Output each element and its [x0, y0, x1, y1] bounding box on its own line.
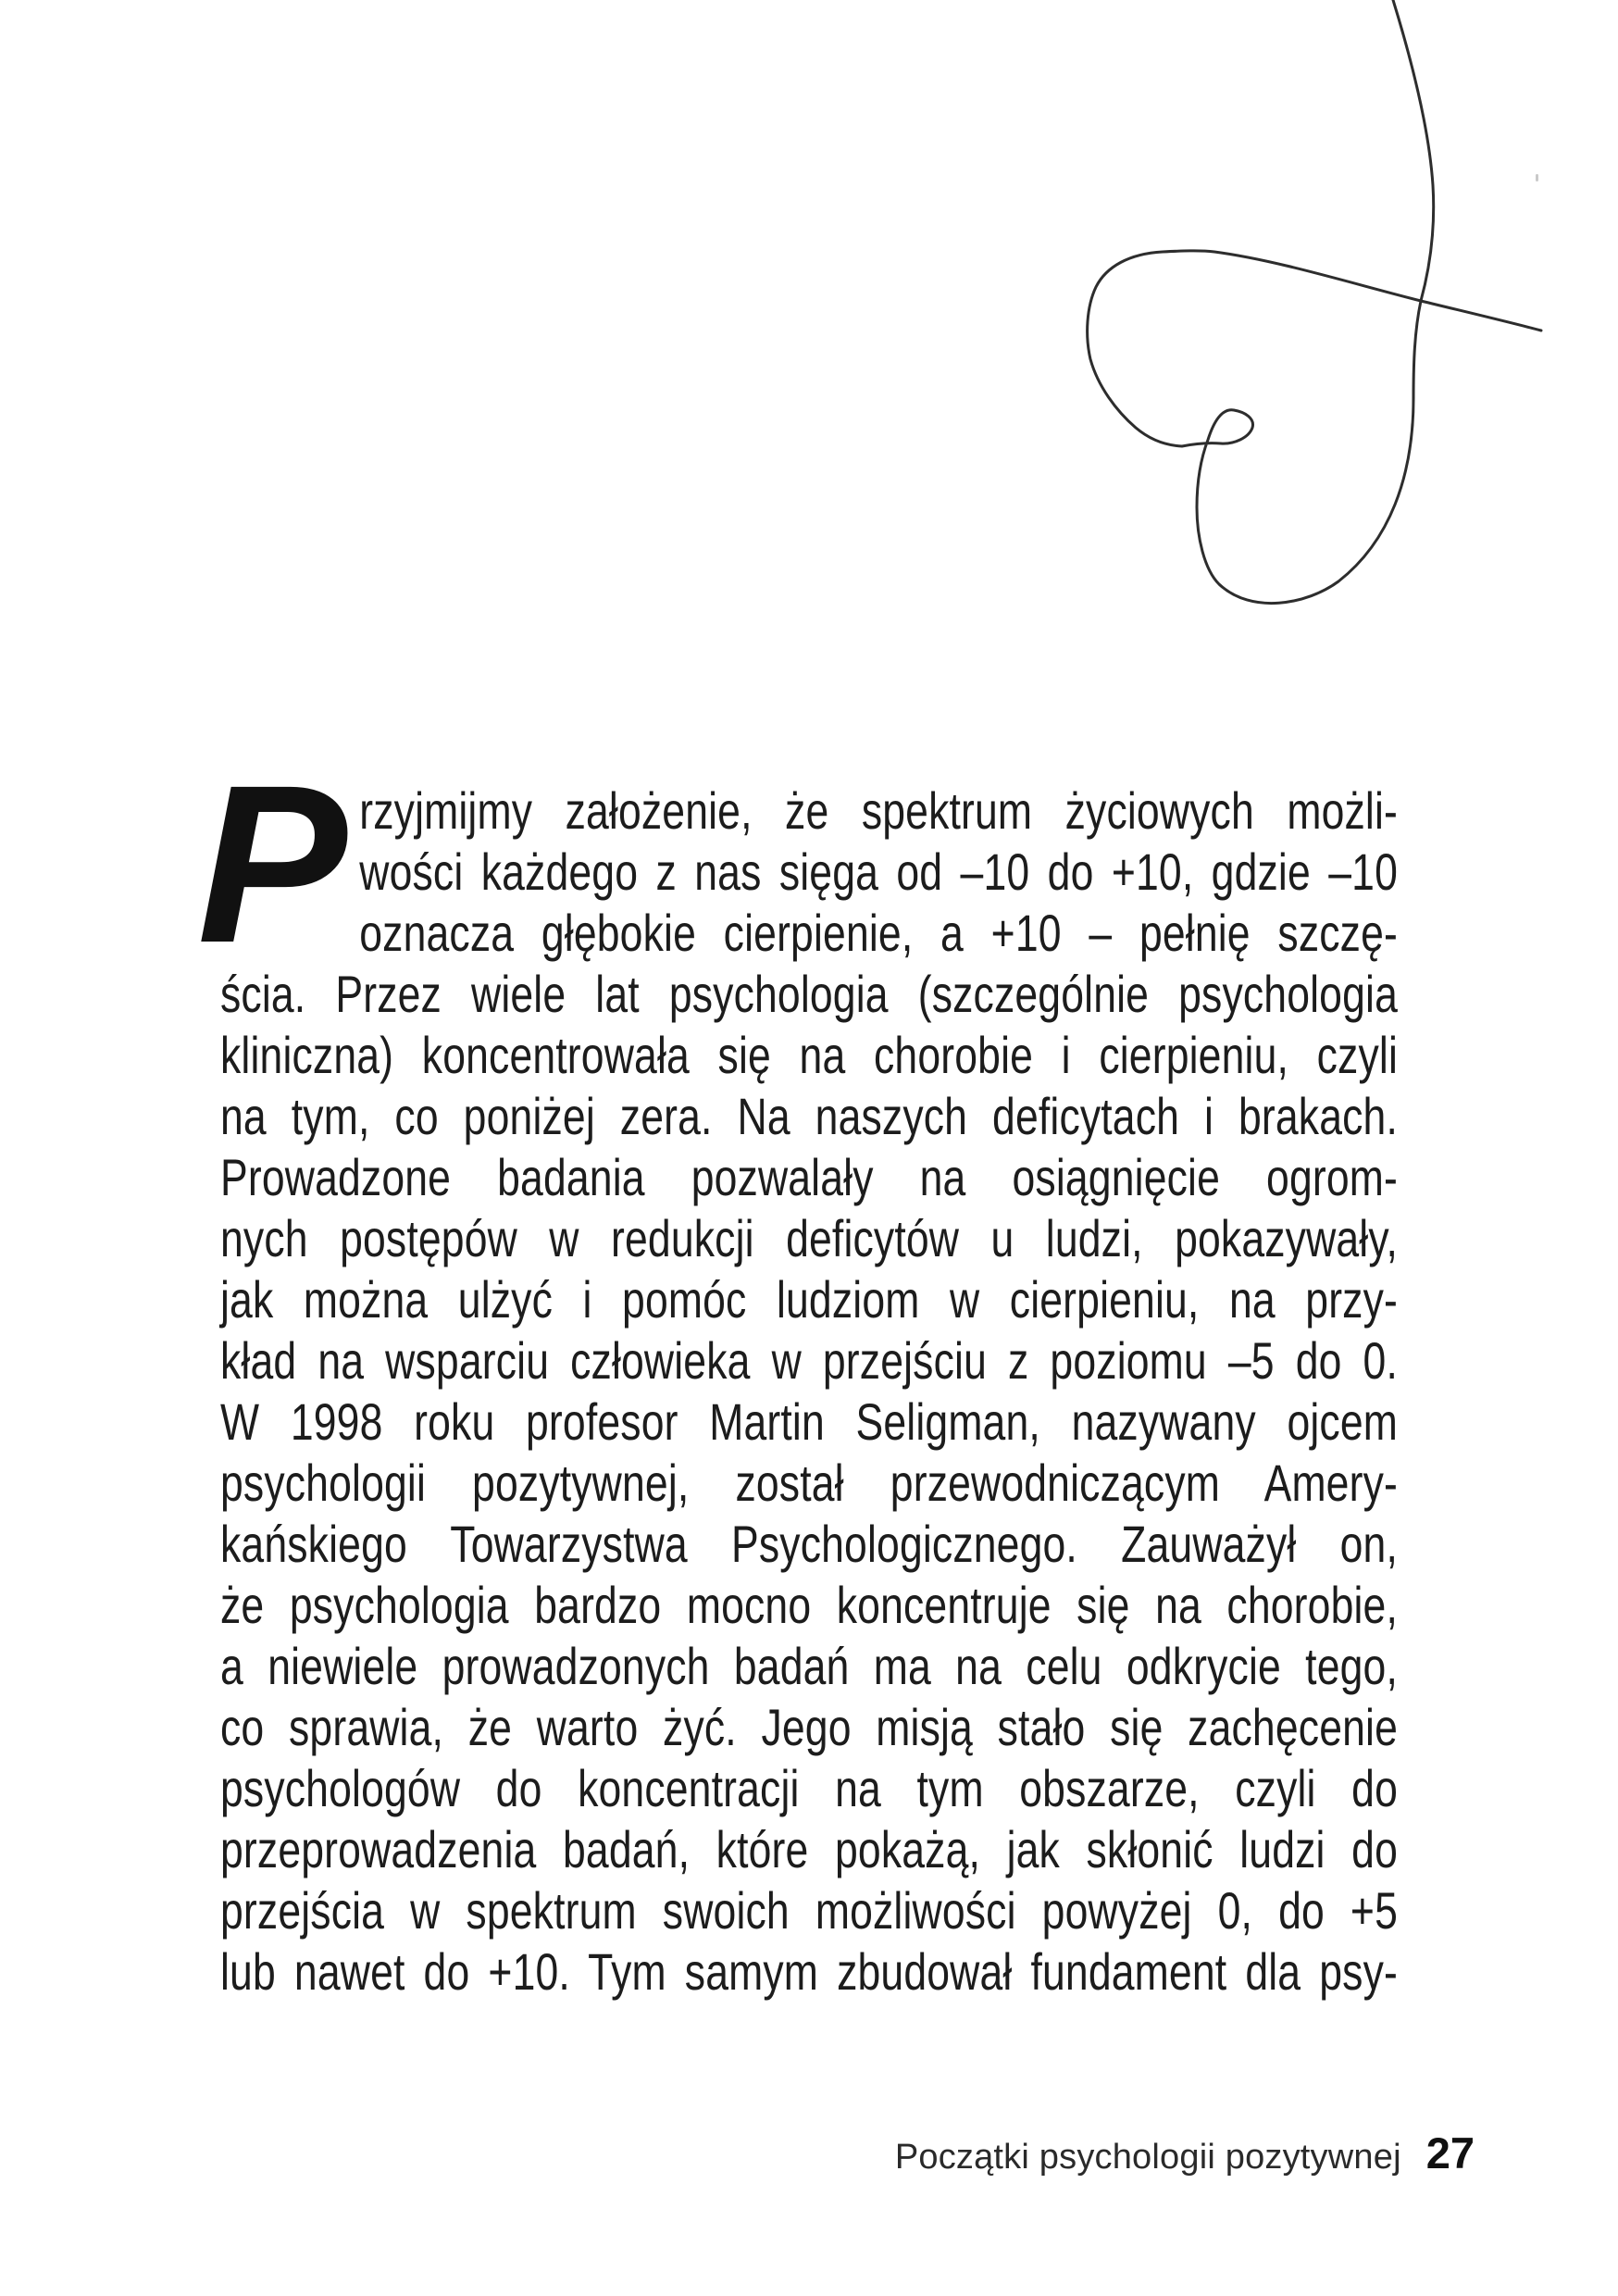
- drop-cap: P: [197, 739, 348, 990]
- paper-speck: [1536, 174, 1538, 181]
- text-line: psychologów do koncentracji na tym obszarze, czyli do: [220, 1759, 1398, 1817]
- text-line: przejścia w spektrum swoich możliwości powyżej 0, do +5: [220, 1881, 1398, 1940]
- text-line: psychologii pozytywnej, został przewodniczącym Amery-: [220, 1454, 1398, 1512]
- text-line: a niewiele prowadzonych badań ma na celu odkrycie tego,: [220, 1637, 1398, 1695]
- text-line: ścia. Przez wiele lat psychologia (szczególnie psychologia: [220, 965, 1398, 1023]
- text-line: W 1998 roku profesor Martin Seligman, nazywany ojcem: [220, 1392, 1398, 1451]
- text-line: nych postępów w redukcji deficytów u ludzi, pokazywały,: [220, 1209, 1398, 1267]
- text-line: jak można ulżyć i pomóc ludziom w cierpieniu, na przy-: [220, 1270, 1398, 1329]
- text-line: kład na wsparciu człowieka w przejściu z poziomu –5 do 0.: [220, 1331, 1398, 1390]
- text-line: na tym, co poniżej zera. Na naszych deficytach i brakach.: [220, 1087, 1398, 1145]
- text-line: kańskiego Towarzystwa Psychologicznego. Zauważył on,: [220, 1515, 1398, 1573]
- text-line: że psychologia bardzo mocno koncentruje się na chorobie,: [220, 1576, 1398, 1634]
- heart-doodle-path: [1088, 0, 1541, 604]
- body-paragraph: [220, 780, 1398, 2003]
- text-line: co sprawia, że warto żyć. Jego misją stało się zachęcenie: [220, 1698, 1398, 1756]
- text-line: oznacza głębokie cierpienie, a +10 – pełnię szczę-: [359, 904, 1398, 962]
- drop-cap-spacer: [220, 780, 359, 964]
- text-line: przeprowadzenia badań, które pokażą, jak skłonić ludzi do: [220, 1820, 1398, 1878]
- running-title: Początki psychologii pozytywnej: [894, 2138, 1401, 2177]
- page-number: 27: [1425, 2128, 1475, 2177]
- heart-line-doodle-illustration: [1018, 0, 1618, 630]
- text-line: wości każdego z nas sięga od –10 do +10, gdzie –10: [359, 842, 1398, 901]
- text-line: rzyjmijmy założenie, że spektrum życiowych możli-: [359, 781, 1398, 840]
- text-line: Prowadzone badania pozwalały na osiągnięcie ogrom-: [220, 1148, 1398, 1206]
- text-line: lub nawet do +10. Tym samym zbudował fundament dla psy-: [220, 1942, 1398, 2001]
- page-footer: [220, 2130, 1475, 2188]
- text-line: kliniczna) koncentrowała się na chorobie i cierpieniu, czyli: [220, 1026, 1398, 1084]
